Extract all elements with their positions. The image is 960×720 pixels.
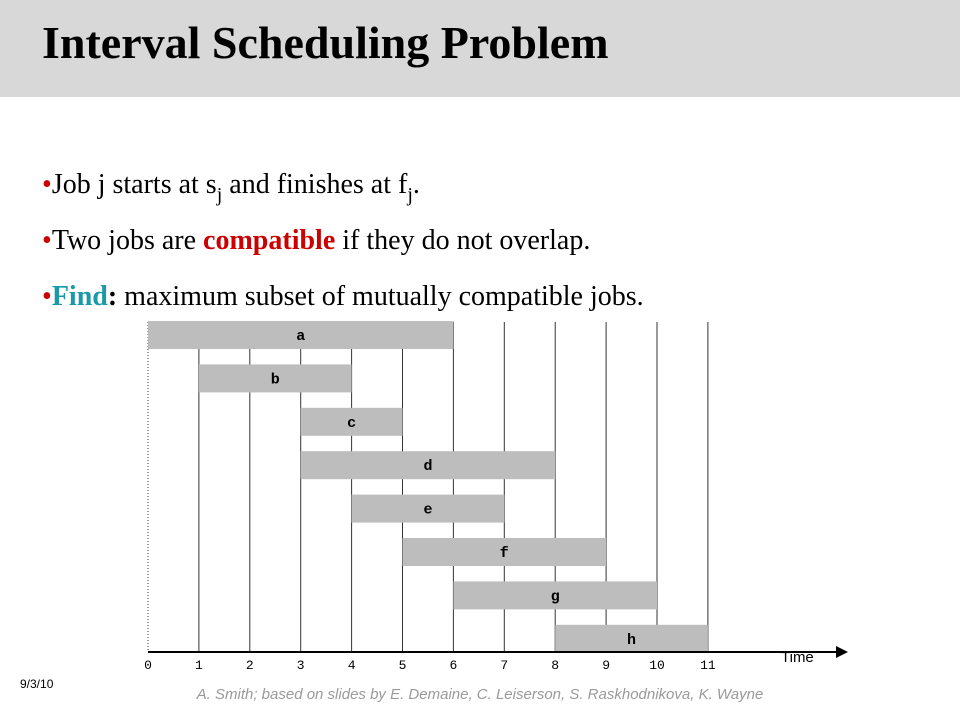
tick-label: 2 <box>245 658 254 673</box>
job-label-b: b <box>270 371 280 389</box>
tick-label: 10 <box>649 658 665 673</box>
job-label-a: a <box>296 328 306 345</box>
bullet-3-text: maximum subset of mutually compatible jobs. <box>117 281 644 312</box>
job-label-g: g <box>550 588 560 606</box>
job-label-e: e <box>423 501 433 519</box>
job-label-c: c <box>347 414 357 432</box>
bullet-marker: • <box>42 169 52 200</box>
subscript-j-start: j <box>216 184 223 206</box>
tick-label: 1 <box>194 658 203 673</box>
bullet-2-text-b: if they do not overlap. <box>335 225 591 256</box>
subscript-j-finish: j <box>407 184 413 206</box>
job-label-h: h <box>627 631 637 649</box>
bullet-marker: • <box>42 225 52 256</box>
tick-label: 11 <box>700 658 716 673</box>
axis-label-time: Time <box>781 649 814 666</box>
tick-label: 8 <box>551 658 560 673</box>
bullet-1-text-a: Job j starts at s <box>51 169 217 200</box>
job-label-d: d <box>423 458 433 476</box>
slide-title: Interval Scheduling Problem <box>42 17 609 68</box>
bullet-1-text-c: . <box>412 169 420 200</box>
tick-label: 0 <box>144 658 152 673</box>
slide-credit: A. Smith; based on slides by E. Demaine, C. Leiserson, S. Raskhodnikova, K. Wayne <box>196 686 764 703</box>
find-colon: : <box>107 281 118 312</box>
compatible-term: compatible <box>203 225 336 256</box>
slide-date: 9/3/10 <box>20 677 54 691</box>
find-term: Find <box>51 281 108 312</box>
tick-label: 9 <box>602 658 611 673</box>
tick-label: 4 <box>347 658 356 673</box>
tick-label: 6 <box>449 658 458 673</box>
job-label-f: f <box>499 545 509 562</box>
bullet-2-text-a: Two jobs are <box>51 225 204 256</box>
axis-arrow-icon <box>836 646 848 658</box>
tick-label: 5 <box>398 658 407 673</box>
bullet-marker: • <box>42 281 52 312</box>
bullet-1-text-b: and finishes at f <box>222 169 408 200</box>
tick-label: 7 <box>500 658 509 673</box>
tick-label: 3 <box>296 658 305 673</box>
